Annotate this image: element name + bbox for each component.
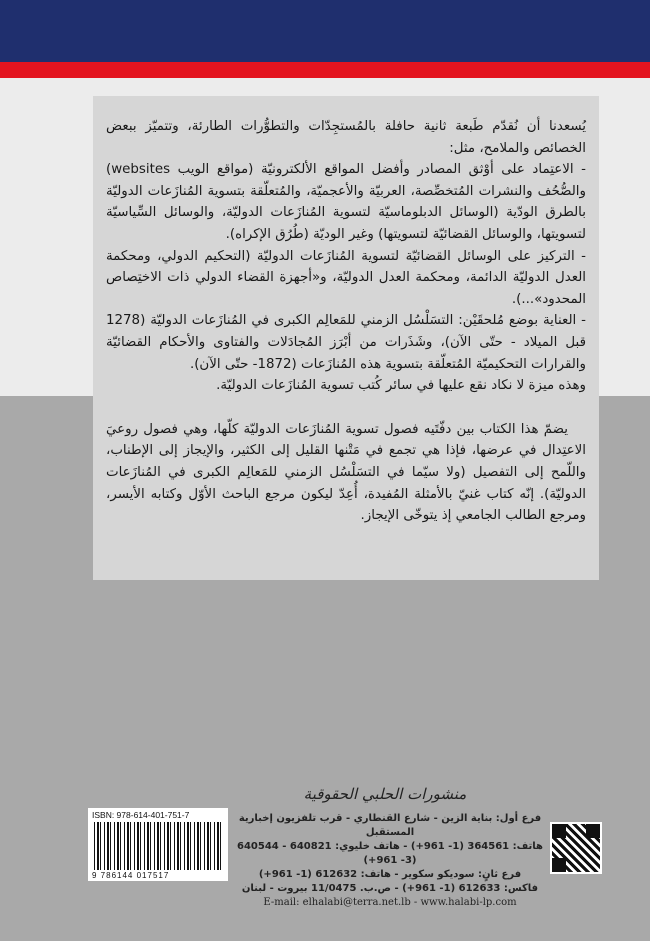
top-navy-band xyxy=(0,0,650,62)
blurb-paragraph-2: يضمّ هذا الكتاب بين دفّتَيه فصول تسوية المُنازَعات الدوليّة كلّها، وهي فصول روعيَ الاعتِدال في عرضها، فإذا هي تجمع في مَتْنها القليل إلى الكثير، والإيجاز إلى الإطناب، واللّمح إلى التفصيل (ولا سيّما في التسَلْسُل الزمني للمَعالِم الكبرى في المُنازَعات الدوليّة). إنّه كتاب غنيّ بالأمثلة المُفيدة، أُعِدّ ليكون مرجع الباحث الأوّل وكتابه الأيسر، ومرجع الطالب الجامعي إذ يتوخّى الإيجاز. xyxy=(106,421,586,524)
address-line: هاتف: 364561 (1- 961+) - هاتف خليوي: 640821 - 640544 (3- 961+) xyxy=(237,841,543,866)
barcode-bars xyxy=(94,822,222,870)
address-line: فرع ثانٍ: سوديكو سكوير - هاتف: 612632 (1- 961+) xyxy=(258,869,522,880)
blurb-feature-note: وهذه ميزة لا نكاد نقع عليها في سائر كُتب تسوية المُنازَعات الدوليّة. xyxy=(216,378,586,394)
contact-line[interactable]: E-mail: elhalabi@terra.net.lb - www.halabi-lp.com xyxy=(263,897,517,908)
red-stripe xyxy=(0,62,650,78)
blurb-point-appendices: - العناية بوضع مُلحقَيْن: التسَلْسُل الزمني للمَعالِم الكبرى في المُنازَعات الدوليّة (1278 قبل الميلاد - حتّى الآن)، وشَذَرات من أبْرَز المُجادَلات والفتاوى والأحكام القضائيّة والقرارات التحكيميّة المُتعلّقة بتسوية هذه المُنازَعات (1872- حتّى الآن). xyxy=(106,313,586,372)
address-line: فرع أول: بناية الزين - شارع القنطاري - قرب تلفزيون إخبارية المستقبل xyxy=(238,813,542,838)
qr-code-icon[interactable] xyxy=(550,822,602,874)
isbn-label: ISBN: 978-614-401-751-7 xyxy=(92,810,190,820)
blurb-intro: يُسعدنا أن نُقدّم طَبعة ثانية حافلة بالمُستجِدّات والتطوُّرات الطارئة، وتتميّز ببعض الخصائص والملامح، مثل: xyxy=(106,119,586,156)
barcode-number: 9 786144 017517 xyxy=(92,871,170,880)
blurb-point-websites: - الاعتِماد على أوْثق المصادر وأفضل المواقع الألكترونيّة (مواقع الويب websites) والصُّحُف والنشرات المُتخصِّصة، العربيّة والأعجميّة، والمُتعلّقة بتسوية المُنازَعات الدوليّة بالطرق الودّية (الوسائل الدبلوماسيّة لتسوية المُنازَعات الدوليّة، والوسائل السِّياسيّة لتسويتها، والوسائل القضائيّة لتسويتها) وغير الوديّة (طُرُق الإكراه). xyxy=(106,162,586,242)
publisher-logo: منشورات الحلبي الحقوقية xyxy=(303,785,467,803)
blurb-text xyxy=(106,116,586,527)
isbn-barcode xyxy=(88,808,228,881)
address-line: فاكس: 612633 (1- 961+) - ص.ب. 11/0475 بيروت - لبنان xyxy=(241,883,539,894)
blurb-point-judicial: - التركيز على الوسائل القضائيّة لتسوية المُنازَعات الدوليّة (التحكيم الدولي، ومحكمة العدل الدوليّة الدائمة، ومحكمة العدل الدوليّة، و«أجهزة القضاء الدولي ذات الاختِصاص المحدود»...). xyxy=(106,248,586,307)
publisher-address xyxy=(230,812,550,910)
